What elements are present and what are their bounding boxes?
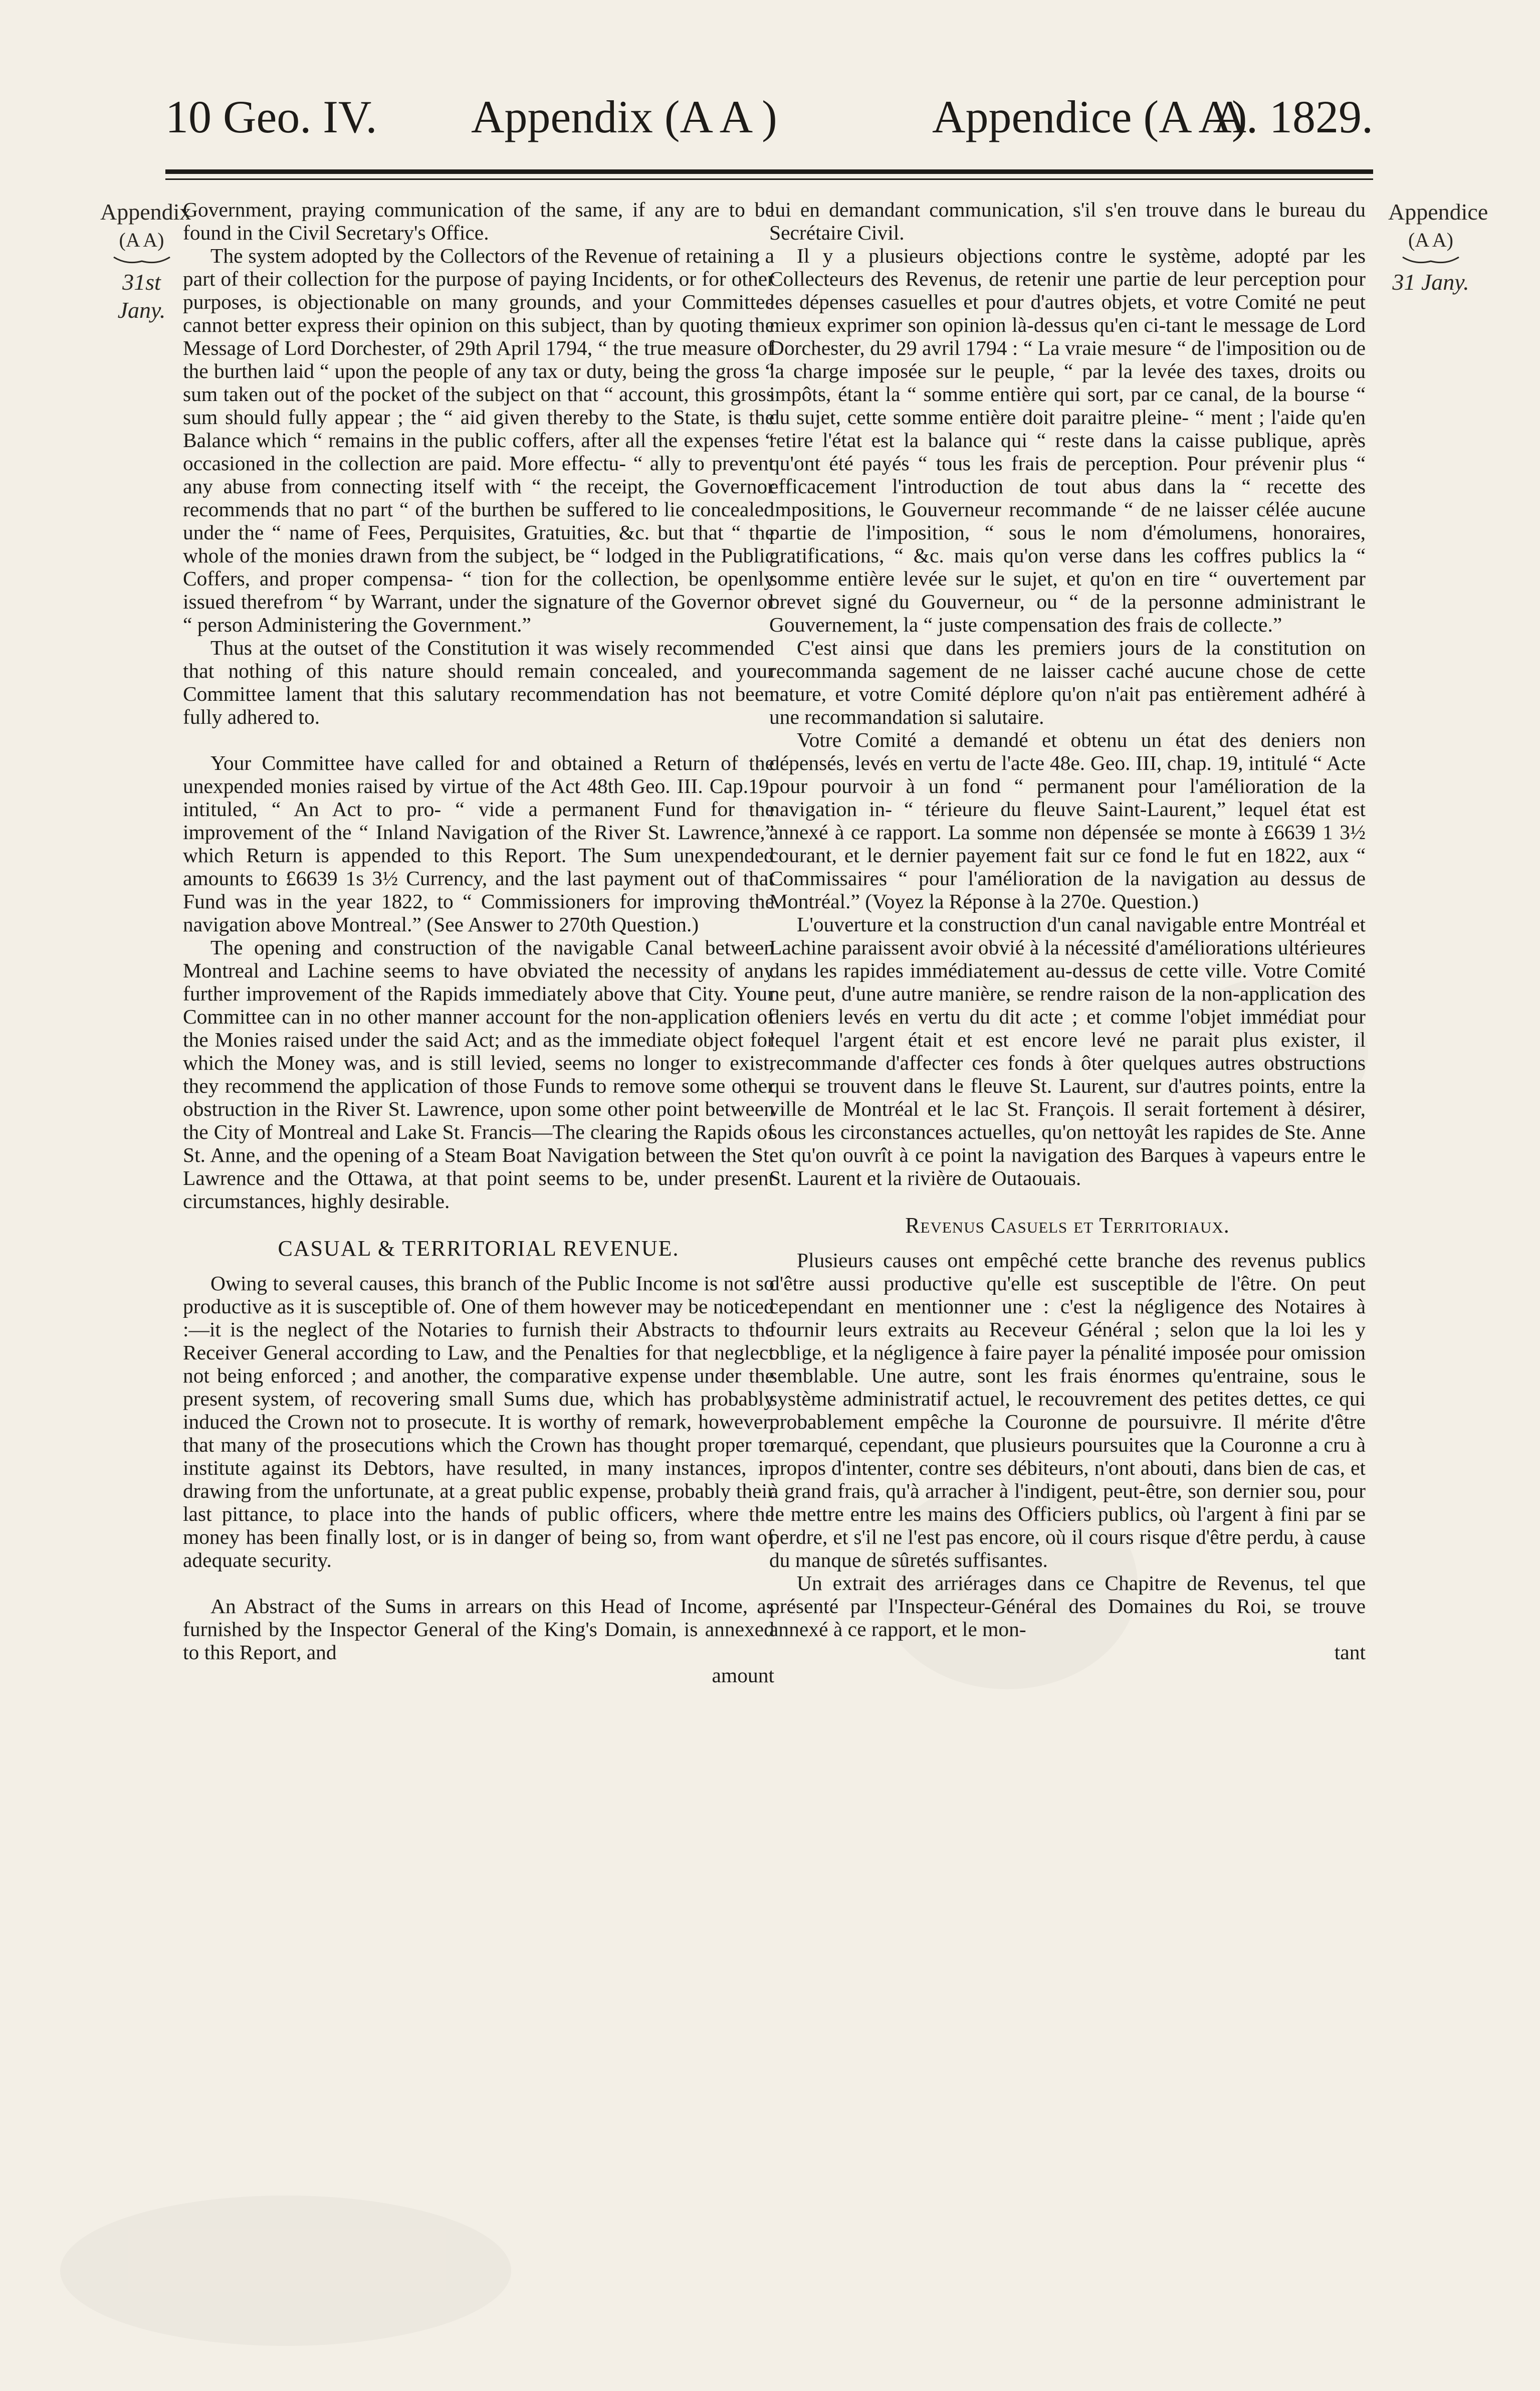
brace-icon <box>1401 255 1461 267</box>
french-column <box>769 198 1366 2348</box>
margin-date: 31 Jany. <box>1392 269 1469 295</box>
brace-icon <box>112 255 172 267</box>
header-year: A. 1829. <box>1213 91 1373 142</box>
left-margin-note <box>100 198 191 324</box>
paragraph: Un extrait des arriérages dans ce Chapitre de Revenus, tel que présenté par l'Inspecteur-Général des Domaines du Roi, se trouve annexé à ce rapport, et le mon- <box>769 1571 1366 1641</box>
paragraph: Government, praying communication of the same, if any are to be found in the Civil Secretary's Office. <box>183 198 774 244</box>
header-rule-thick <box>165 169 1373 174</box>
margin-appendix-code: (A A) <box>119 229 164 251</box>
header-appendix-english: Appendix (A A ) <box>471 91 777 142</box>
paragraph: Votre Comité a demandé et obtenu un état des deniers non dépensés, levés en vertu de l'acte 48e. Geo. III, chap. 19, intitulé “ Acte pour pourvoir à un fond “ permanent pour l'amélioration de la navigation in- “ térieure du fleuve Saint-Laurent,” lequel état est annexé à ce rapport. La somme non dépensée se monte à £6639 1 3½ courant, et le dernier payement fait sur ce fond le fut en 1822, aux “ Commissaires “ pour l'amélioration de la navigation au dessus de Montréal.” (Voyez la Réponse à la 270e. Question.) <box>769 728 1366 913</box>
paragraph: Plusieurs causes ont empêché cette branche des revenus publics d'être aussi productive qu'elle est susceptible de l'être. On peut cependant en mentionner une : c'est la négligence des Notaires à fournir leurs extraits au Receveur Général ; selon que la loi les y oblige, et la négligence à faire payer la pénalité imposée pour omission semblable. Une autre, sont les frais énormes qu'entraine, sous le système administratif actuel, le recouvrement des petites dettes, ce qui probablement empêche la Couronne de poursuivre. Il mérite d'être remarqué, cependant, que plusieurs poursuites que la Couronne a cru à propos d'intenter, contre ses débiteurs, n'ont abouti, dans bien de cas, et à grand frais, qu'à arracher à l'indigent, peut-être, son dernier sou, pour le mettre entre les mains des Officiers publics, où l'argent à fini par se perdre, et s'il ne l'est pas encore, où il cours risque d'être perdu, à cause du manque de sûretés suffisantes. <box>769 1249 1366 1571</box>
right-margin-note <box>1388 198 1488 296</box>
paragraph: L'ouverture et la construction d'un canal navigable entre Montréal et Lachine paraissent avoir obvié à la nécessité d'améliorations ultérieures dans les rapides immédiatement au-dessus de cette ville. Votre Comité ne peut, d'une autre manière, se rendre raison de la non-application des deniers levés en vertu du dit acte ; et comme l'objet immédiat pour lequel l'argent était et est encore levé ne parait plus exister, il recommande d'affecter ces fonds à ôter quelques autres obstructions qui se trouvent dans le fleuve St. Laurent, sur d'autres points, entre la ville de Montréal et le lac St. François. Il serait fortement à désirer, sous les circonstances actuelles, qu'on nettoyât les rapides de Ste. Anne et qu'on ouvrît à ce point la navigation des Barques à vapeurs entre le St. Laurent et la rivière de Outaouais. <box>769 913 1366 1189</box>
paragraph: Il y a plusieurs objections contre le système, adopté par les Collecteurs des Revenus, de retenir une partie de leur perception pour les dépenses casuelles et pour d'autres objets, et votre Comité ne peut mieux exprimer son opinion là-dessus qu'en ci-tant le message de Lord Dorchester, du 29 avril 1794 : “ La vraie mesure “ de l'imposition ou de la charge imposée sur le peuple, “ par la levée des taxes, droits ou impôts, étant la “ somme entière qui sort, par ce canal, de la bourse “ du sujet, cette somme entière doit paraitre pleine- “ ment ; l'aide qu'en retire l'état est la balance qui “ reste dans la caisse publique, après qu'ont été payés “ tous les frais de perception. Pour prévenir plus “ efficacement l'introduction de tout abus dans la “ recette des impositions, le Gouverneur recommande “ de ne laisser célée aucune partie de l'imposition, “ sous le nom d'émolumens, honoraires, gratifications, “ &c. mais qu'on verse dans les coffres publics la “ somme entière levée sur le sujet, et qu'on en tire “ ouvertement par brevet signé du Gouverneur, ou “ de la personne administrant le Gouvernement, la “ juste compensation des frais de collecte.” <box>769 244 1366 636</box>
catchword: amount <box>712 1664 774 1687</box>
paragraph: Owing to several causes, this branch of the Public Income is not so productive as it is susceptible of. One of them however may be noticed :—it is the neglect of the Notaries to furnish their Abstracts to the Receiver General according to Law, and the Penalties for that neglect not being enforced ; and another, the comparative expense under the present system, of recovering small Sums due, which has probably induced the Crown not to prosecute. It is worthy of remark, however, that many of the prosecutions which the Crown has thought proper to institute against its Debtors, have resulted, in many instances, in drawing from the unfortunate, at a great public expense, probably their last pittance, to place into the hands of public officers, where the money has been finally lost, or is in danger of being so, from want of adequate security. <box>183 1272 774 1571</box>
header-appendix-french: Appendice (A A) <box>932 91 1247 142</box>
header-rule-thin <box>165 178 1373 180</box>
section-heading: Revenus Casuels et Territoriaux. <box>905 1213 1230 1238</box>
paragraph: The opening and construction of the navigable Canal between Montreal and Lachine seems to have obviated the necessity of any further improvement of the Rapids immediately above that City. Your Committee can in no other manner account for the non-application of the Monies raised under the said Act; and as the immediate object for which the Money was, and is still levied, seems no longer to exist, they recommend the application of those Funds to remove some other obstruction in the River St. Lawrence, upon some other point between the City of Montreal and Lake St. Francis—The clearing the Rapids of St. Anne, and the opening of a Steam Boat Navigation between the St. Lawrence and the Ottawa, at that point seems to be, under present circumstances, highly desirable. <box>183 936 774 1213</box>
paragraph: C'est ainsi que dans les premiers jours de la constitution on recommanda sagement de ne laisser caché aucune chose de cette nature, et votre Comité déplore qu'on n'ait pas entièrement adhéré à une recommandation si salutaire. <box>769 636 1366 728</box>
margin-appendix-code: (A A) <box>1408 229 1453 251</box>
paragraph: Your Committee have called for and obtained a Return of the unexpended monies raised by virtue of the Act 48th Geo. III. Cap.19, intituled, “ An Act to pro- “ vide a permanent Fund for the improvement of the “ Inland Navigation of the River St. Lawrence,” which Return is appended to this Report. The Sum unexpended amounts to £6639 1s 3½ Currency, and the last payment out of that Fund was in the year 1822, to “ Commissioners for improving the navigation above Montreal.” (See Answer to 270th Question.) <box>183 751 774 936</box>
margin-appendix-label: Appendix <box>100 199 191 225</box>
paragraph: The system adopted by the Collectors of the Revenue of retaining a part of their collection for the purpose of paying Incidents, or for other purposes, is objectionable on many grounds, and your Committee cannot better express their opinion on this subject, than by quoting the Message of Lord Dorchester, of 29th April 1794, “ the true measure of the burthen laid “ upon the people of any tax or duty, being the gross “ sum taken out of the pocket of the subject on that “ account, this gross sum should fully appear ; the “ aid given thereby to the State, is the Balance which “ remains in the public coffers, after all the expenses “ occasioned in the collection are paid. More effectu- “ ally to prevent any abuse from connecting itself with “ the receipt, the Governor recommends that no part “ of the burthen be suffered to lie concealed under the “ name of Fees, Perquisites, Gratuities, &c. but that “ the whole of the monies drawn from the subject, be “ lodged in the Public Coffers, and proper compensa- “ tion for the collection, be openly issued therefrom “ by Warrant, under the signature of the Governor or “ person Administering the Government.” <box>183 244 774 636</box>
header-session: 10 Geo. IV. <box>165 91 377 142</box>
page-header <box>165 90 1373 150</box>
catchword: tant <box>1334 1641 1366 1664</box>
margin-date: 31st Jany. <box>117 269 166 323</box>
english-column <box>183 198 774 2348</box>
section-heading: CASUAL & TERRITORIAL REVENUE. <box>278 1236 680 1261</box>
paragraph: Thus at the outset of the Constitution it was wisely recommended that nothing of this nature should remain concealed, and your Committee lament that this salutary recommendation has not been fully adhered to. <box>183 636 774 728</box>
margin-appendix-label: Appendice <box>1388 199 1488 225</box>
paragraph: lui en demandant communication, s'il s'en trouve dans le bureau du Secrétaire Civil. <box>769 198 1366 244</box>
paragraph: An Abstract of the Sums in arrears on this Head of Income, as furnished by the Inspector General of the King's Domain, is annexed to this Report, and <box>183 1595 774 1664</box>
